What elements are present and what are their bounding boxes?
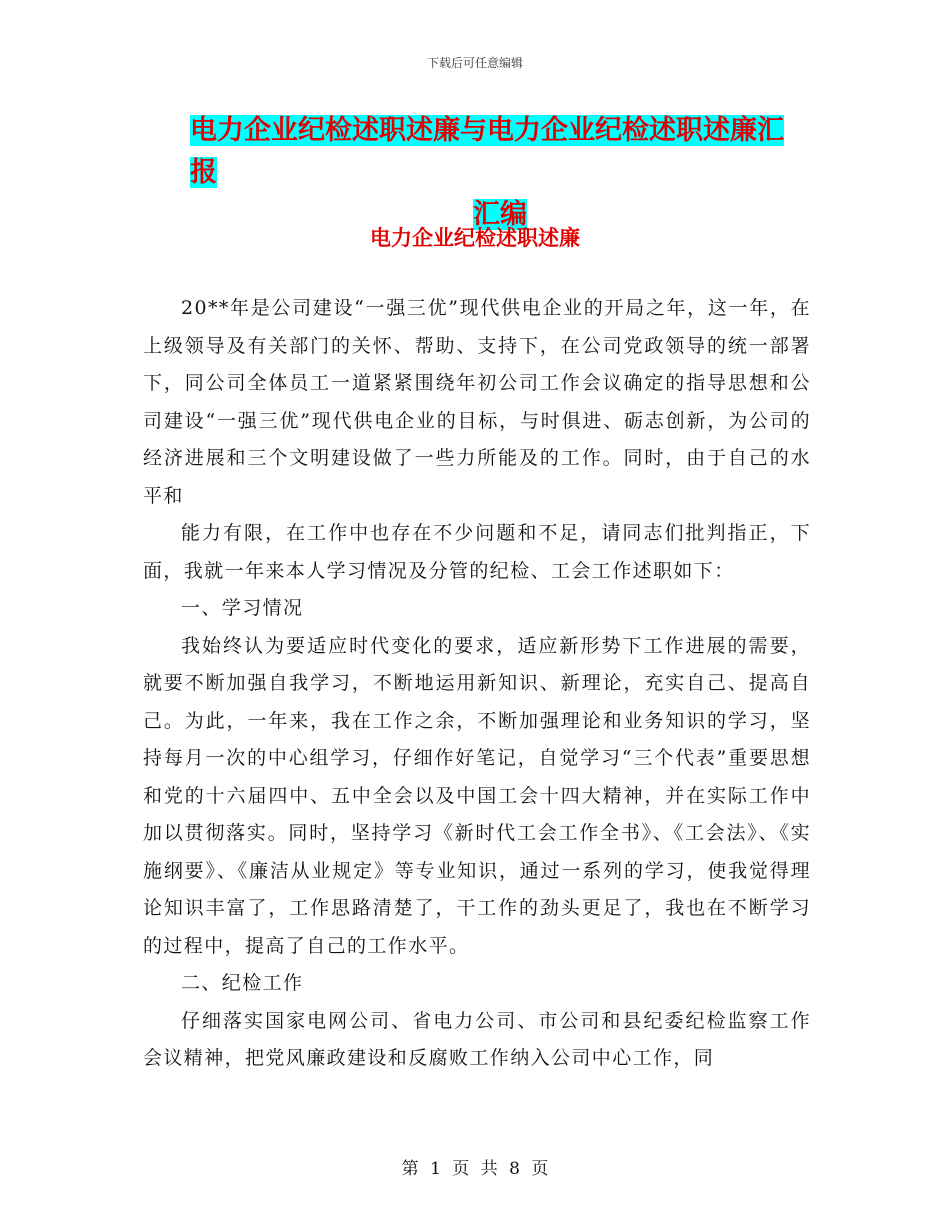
document-body xyxy=(143,290,811,1078)
page-number: 第 1 页 共 8 页 xyxy=(401,1159,549,1179)
page-header-note: 下载后可任意编辑 xyxy=(426,56,523,70)
document-title-line1: 电力企业纪检述职述廉与电力企业纪检述职述廉汇报 xyxy=(190,115,784,188)
paragraph: 我始终认为要适应时代变化的要求，适应新形势下工作进展的需要，就要不断加强自我学习，不断地运用新知识、新理论，充实自己、提高自己。为此，一年来，我在工作之余，不断加强理论和业务知识的学习，坚持每月一次的中心组学习，仔细作好笔记，自觉学习“三个代表”重要思想和党的十六届四中、五中全会以及中国工会十四大精神，并在实际工作中加以贯彻落实。同时，坚持学习《新时代工会工作全书》、《工会法》、《实施纲要》、《廉洁从业规定》等专业知识，通过一系列的学习，使我觉得理论知识丰富了，工作思路清楚了，干工作的劲头更足了，我也在不断学习的过程中，提高了自己的工作水平。 xyxy=(143,634,811,957)
document-title-line2: 汇编 xyxy=(473,199,527,230)
paragraph: 仔细落实国家电网公司、省电力公司、市公司和县纪委纪检监察工作会议精神，把党风廉政建设和反腐败工作纳入公司中心工作，同 xyxy=(143,1009,811,1069)
subheading-study: 一、学习情况 xyxy=(181,597,304,619)
paragraph: 能力有限，在工作中也存在不少问题和不足，请同志们批判指正，下面，我就一年来本人学习情况及分管的纪检、工会工作述职如下： xyxy=(143,522,811,582)
section-title: 电力企业纪检述职述廉 xyxy=(370,226,580,250)
subheading-discipline: 二、纪检工作 xyxy=(181,972,304,994)
document-title xyxy=(190,110,810,236)
paragraph: 20**年是公司建设“一强三优”现代供电企业的开局之年，这一年，在上级领导及有关部门的关怀、帮助、支持下，在公司党政领导的统一部署下，同公司全体员工一道紧紧围绕年初公司工作会议确定的指导思想和公司建设“一强三优”现代供电企业的目标，与时俱进、砺志创新，为公司的经济进展和三个文明建设做了一些力所能及的工作。同时，由于自己的水平和 xyxy=(143,297,811,507)
